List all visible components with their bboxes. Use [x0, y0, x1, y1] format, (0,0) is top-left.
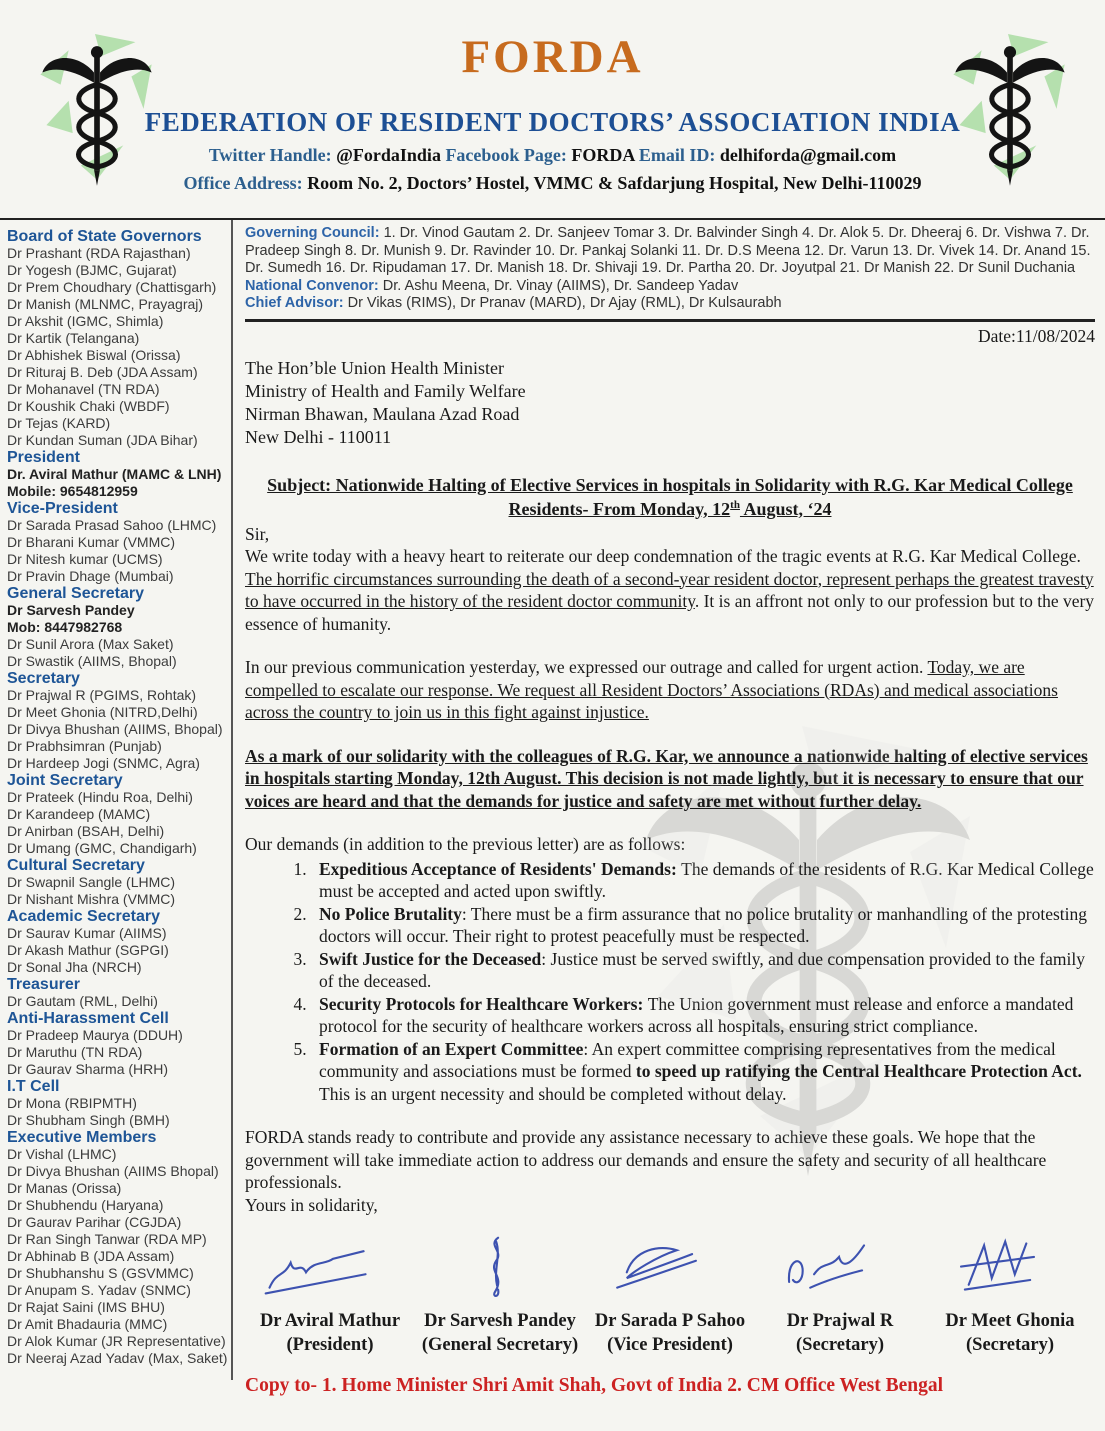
signature-block: [755, 1232, 925, 1357]
sidebar-row: Dr Amit Bhadauria (MMC): [7, 1316, 168, 1332]
sidebar-row: Dr Meet Ghonia (NITRD,Delhi): [7, 704, 198, 720]
signature-row: [245, 1232, 1095, 1357]
sidebar-row: Dr Divya Bhushan (AIIMS Bhopal): [7, 1163, 219, 1179]
sidebar-row: Dr Neeraj Azad Yadav (Max, Saket): [7, 1350, 228, 1366]
signatory-name: Dr Sarada P Sahoo: [594, 1311, 746, 1331]
sidebar-row: Dr Kartik (Telangana): [7, 330, 140, 346]
sidebar-row: General Secretary: [7, 585, 144, 602]
sidebar-row: Dr Swastik (AIIMS, Bhopal): [7, 653, 177, 669]
letterhead: [0, 0, 1105, 214]
signature-ink-icon: [765, 1232, 915, 1304]
sidebar-row: Dr Anupam S. Yadav (SNMC): [7, 1282, 191, 1298]
chief-advisor-line: Chief Advisor: Dr Vikas (RIMS), Dr Pranav (MARD), Dr Ajay (RML), Dr Kulsaurabh: [245, 295, 782, 311]
sidebar-row: Dr Sarada Prasad Sahoo (LHMC): [7, 517, 217, 533]
sidebar-row: Dr Nishant Mishra (VMMC): [7, 891, 176, 907]
sidebar-row: Board of State Governors: [7, 228, 202, 245]
sidebar-row: Dr Nitesh kumar (UCMS): [7, 551, 163, 567]
sidebar-row: Dr Yogesh (BJMC, Gujarat): [7, 262, 177, 278]
signatory-name: Dr Aviral Mathur: [259, 1311, 401, 1331]
sidebar-row: I.T Cell: [7, 1078, 60, 1095]
signatory-role: (Vice President): [607, 1335, 733, 1355]
sidebar-row: Dr Kundan Suman (JDA Bihar): [7, 432, 198, 448]
sidebar-row: Dr Swapnil Sangle (LHMC): [7, 874, 176, 890]
sidebar-row: Dr Alok Kumar (JR Representative): [7, 1333, 226, 1349]
sidebar-row: Dr Prateek (Hindu Roa, Delhi): [7, 789, 193, 805]
sidebar-row: Dr Sunil Arora (Max Saket): [7, 636, 174, 652]
sidebar-row: Dr Pradeep Maurya (DDUH): [7, 1027, 183, 1043]
sidebar-row: Dr Shubhendu (Haryana): [7, 1197, 164, 1213]
signature-block: [245, 1232, 415, 1357]
office-bearers-sidebar: [0, 220, 233, 1380]
demand-item: 3. Swift Justice for the Deceased: Justice must be served swiftly, and due compensation provided to the family of the deceased.: [311, 948, 1095, 993]
caduceus-icon: [8, 32, 186, 204]
demand-item: 4. Security Protocols for Healthcare Workers: The Union government must release and enforce a mandated protocol for the security of healthcare workers across all hospitals, ensuring strict compliance.: [311, 993, 1095, 1038]
sidebar-row: Dr Manas (Orissa): [7, 1180, 122, 1196]
letter-body: [233, 220, 1105, 1431]
sidebar-row: Dr Shubhanshu S (GSVMMC): [7, 1265, 194, 1281]
sidebar-row: Dr Ran Singh Tanwar (RDA MP): [7, 1231, 207, 1247]
signature-block: [415, 1232, 585, 1357]
paragraph-3: As a mark of our solidarity with the colleagues of R.G. Kar, we announce a nationwide halting of elective services in hospitals starting Monday, 12th August. This decision is not made lightly, but it is necessary to ensure that our voices are heard and that the demands for justice and safety are met without further delay.: [245, 745, 1088, 811]
sidebar-row: Executive Members: [7, 1129, 157, 1146]
salutation: Sir,: [245, 523, 270, 544]
governing-council-line: Governing Council: 1. Dr. Vinod Gautam 2. Dr. Sanjeev Tomar 3. Dr. Balvinder Singh 4. Dr. Alok 5. Dr. Dheeraj 6. Dr. Vishwa 7. Dr. Pradeep Singh 8. Dr. Munish 9. Dr. Ravinder 10. Dr. Pankaj Solanki 11. Dr. D.S Meena 12. Dr. Varun 13. Dr. Vivek 14. Dr. Anand 15. Dr. Sumedh 16. Dr. Ripudaman 17. Dr. Manish 18. Dr. Shivaji 19. Dr. Partha 20. Dr. Joyutpal 21. Dr Manish 22. Dr Sunil Duchania: [245, 225, 1091, 276]
sidebar-row: Treasurer: [7, 976, 80, 993]
sidebar-row: Dr Hardeep Jogi (SNMC, Agra): [7, 755, 200, 771]
sidebar-row: Mobile: 9654812959: [7, 483, 138, 499]
contact-line-social: Twitter Handle: @FordaIndia Facebook Page: FORDA Email ID: delhiforda@gmail.com: [208, 145, 897, 165]
sidebar-row: Dr Gaurav Parihar (CGJDA): [7, 1214, 182, 1230]
sidebar-row: Dr Koushik Chaki (WBDF): [7, 398, 170, 414]
signature-ink-icon: [255, 1232, 405, 1304]
sidebar-row: Dr Karandeep (MAMC): [7, 806, 151, 822]
sidebar-row: Dr Maruthu (TN RDA): [7, 1044, 143, 1060]
sidebar-row: Dr Anirban (BSAH, Delhi): [7, 823, 165, 839]
sidebar-row: Dr Divya Bhushan (AIIMS, Bhopal): [7, 721, 223, 737]
demand-item: 5. Formation of an Expert Committee: An expert committee comprising representatives from the medical community and associations must be formed to speed up ratifying the Central Healthcare Protection Act. This is an urgent necessity and should be completed without delay.: [311, 1038, 1095, 1106]
sidebar-row: Dr Bharani Kumar (VMMC): [7, 534, 176, 550]
signatory-role: (General Secretary): [421, 1335, 579, 1355]
page-title: FORDA: [461, 31, 644, 83]
signatory-role: (President): [286, 1335, 374, 1355]
subject-line: Subject: Nationwide Halting of Elective Services in hospitals in Solidarity with R.G. Kar Medical College Residents- From Monday, 12th August, ‘24: [267, 474, 1073, 519]
sidebar-row: Dr Pravin Dhage (Mumbai): [7, 568, 174, 584]
address-line: The Hon’ble Union Health Minister: [245, 357, 504, 378]
sidebar-row: Dr Mona (RBIPMTH): [7, 1095, 137, 1111]
signature-block: [925, 1232, 1095, 1357]
sidebar-row: Joint Secretary: [7, 772, 123, 789]
sidebar-row: Dr Gautam (RML, Delhi): [7, 993, 158, 1009]
sidebar-row: Dr Rajat Saini (IMS BHU): [7, 1299, 165, 1315]
sidebar-row: Dr Sarvesh Pandey: [7, 602, 135, 618]
sidebar-row: Dr Umang (GMC, Chandigarh): [7, 840, 197, 856]
caduceus-icon: [921, 32, 1099, 204]
signature-ink-icon: [935, 1232, 1085, 1304]
sidebar-row: Dr Tejas (KARD): [7, 415, 111, 431]
paragraph-2: In our previous communication yesterday, we expressed our outrage and called for urgent action. Today, we are compelled to escalate our response. We request all Resident Doctors’ Associations (RDAs) and medical associations across the country to join us in this fight against injustice.: [245, 657, 1058, 722]
signatory-role: (Secretary): [796, 1335, 884, 1355]
copy-to-line: Copy to- 1. Home Minister Shri Amit Shah, Govt of India 2. CM Office West Bengal: [245, 1375, 944, 1396]
address-line: Ministry of Health and Family Welfare: [245, 380, 526, 401]
sidebar-row: Anti-Harassment Cell: [7, 1010, 169, 1027]
sidebar-row: Dr Manish (MLNMC, Prayagraj): [7, 296, 204, 312]
sidebar-row: Dr. Aviral Mathur (MAMC & LNH): [7, 466, 222, 482]
sidebar-row: Dr Akash Mathur (SGPGI): [7, 942, 169, 958]
sidebar-row: Dr Abhishek Biswal (Orissa): [7, 347, 181, 363]
sidebar-row: Dr Prajwal R (PGIMS, Rohtak): [7, 687, 197, 703]
address-line: Nirman Bhawan, Maulana Azad Road: [245, 403, 520, 424]
sidebar-row: Cultural Secretary: [7, 857, 145, 874]
signature-ink-icon: [425, 1232, 575, 1304]
contact-line-address: Office Address: Room No. 2, Doctors’ Hostel, VMMC & Safdarjung Hospital, New Delhi-110029: [183, 173, 922, 193]
date: Date:11/08/2024: [978, 325, 1095, 346]
national-convenor-line: National Convenor: Dr. Ashu Meena, Dr. Vinay (AIIMS), Dr. Sandeep Yadav: [245, 277, 739, 294]
signatory-name: Dr Sarvesh Pandey: [424, 1311, 576, 1331]
demand-item: 1. Expeditious Acceptance of Residents' Demands: The demands of the residents of R.G. Kar Medical College must be accepted and acted upon swiftly.: [311, 858, 1095, 903]
closing-paragraph: FORDA stands ready to contribute and provide any assistance necessary to achieve these goals. We hope that the government will take immediate action to address our demands and ensure the safety and security of all healthcare professionals.: [245, 1127, 1047, 1192]
sidebar-row: Dr Prashant (RDA Rajasthan): [7, 245, 191, 261]
sidebar-row: Dr Vishal (LHMC): [7, 1146, 117, 1162]
governing-council-block: [245, 225, 1095, 313]
signatory-role: (Secretary): [966, 1335, 1054, 1355]
signature-ink-icon: [595, 1232, 745, 1304]
sidebar-row: Mob: 8447982768: [7, 619, 123, 635]
organization-name: FEDERATION OF RESIDENT DOCTORS’ ASSOCIATION INDIA: [144, 107, 961, 137]
signatory-name: Dr Prajwal R: [786, 1311, 894, 1331]
recipient-address: [245, 357, 1095, 449]
council-divider: [245, 319, 1095, 322]
paragraph-1: We write today with a heavy heart to reiterate our deep condemnation of the tragic events at R.G. Kar Medical College. The horrific circumstances surrounding the death of a second-year resident doctor, represent perhaps the greatest travesty to have occurred in the history of the resident doctor community. It is an affront not only to our profession but to the very essence of humanity.: [245, 546, 1095, 634]
signatory-name: Dr Meet Ghonia: [945, 1311, 1075, 1331]
sidebar-row: Dr Shubham Singh (BMH): [7, 1112, 170, 1128]
sidebar-row: Dr Akshit (IGMC, Shimla): [7, 313, 164, 329]
sidebar-row: Dr Abhinab B (JDA Assam): [7, 1248, 175, 1264]
signature-block: [585, 1232, 755, 1357]
demands-list: [245, 858, 1095, 1106]
valediction: Yours in solidarity,: [245, 1194, 378, 1215]
sidebar-row: Dr Saurav Kumar (AIIMS): [7, 925, 167, 941]
sidebar-row: Dr Prabhsimran (Punjab): [7, 738, 162, 754]
demand-item: 2. No Police Brutality: There must be a firm assurance that no police brutality or manhandling of the protesting doctors will occur. Their right to protest peacefully must be respected.: [311, 903, 1095, 948]
sidebar-row: Dr Gaurav Sharma (HRH): [7, 1061, 169, 1077]
sidebar-row: Vice-President: [7, 500, 118, 517]
sidebar-row: Dr Sonal Jha (NRCH): [7, 959, 142, 975]
sidebar-row: Dr Mohanavel (TN RDA): [7, 381, 160, 397]
sidebar-row: Secretary: [7, 670, 80, 687]
address-line: New Delhi - 110011: [245, 426, 392, 447]
sidebar-row: President: [7, 449, 80, 466]
sidebar-row: Dr Prem Choudhary (Chattisgarh): [7, 279, 217, 295]
demands-intro: Our demands (in addition to the previous letter) are as follows:: [245, 834, 686, 854]
sidebar-row: Dr Rituraj B. Deb (JDA Assam): [7, 364, 198, 380]
sidebar-row: Academic Secretary: [7, 908, 160, 925]
